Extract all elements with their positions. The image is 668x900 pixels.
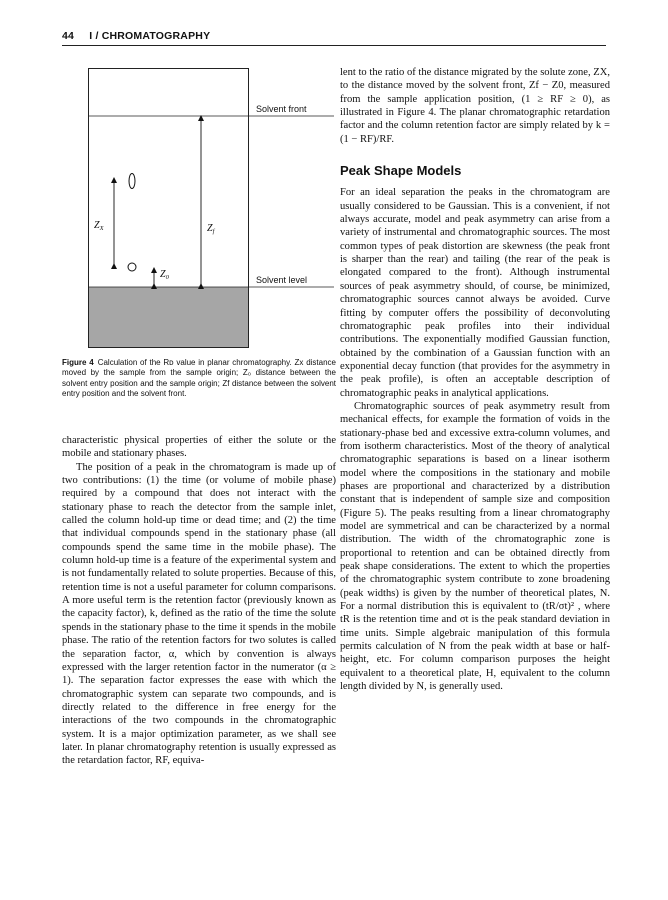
right-paragraph-2: Chromatographic sources of peak asymmetry result from mechanical effects, for example the formation of voids in the stationary-phase bed and excessive extra-column volumes, and from isotherm characteristics. Most of the theory of analytical chromatographic separations is based on a linear isotherm model where the compositions in the stationary and mobile phases are proportional and characterized by a distribution constant that is independent of sample size and composition (Figure 5). The peaks resulting from a linear chromatography model are symmetrical and can be characterized by a normal distribution. The width of the chromatographic zone is proportional to retention and can be obtained directly from peak shape considerations. The extent to which the properties of the chromatographic system contribute to zone broadening (peak widths) is given by the number of theoretical plates, N. For a normal distribution this is equivalent to (tR/σt)² , where tR is the retention time and σt is the peak standard deviation in time units. Simple algebraic manipulation of this formula permits calculation of N from the peak width at base or half-height, etc. For column comparison purposes the height equivalent to a theoretical plate, H, equivalent to the column length divided by N, is generally used.: [340, 400, 610, 693]
sample-origin: [128, 263, 136, 271]
zf-label: $Z_f$: [207, 223, 215, 235]
left-paragraph-2: The position of a peak in the chromatogram is made up of two contributions: (1) the time (or volume of mobile phase) required by a compound that does not interact with the stationary phase to reach the detector from the sample inlet, called the column hold-up time or dead time; and (2) the time that individual compounds spend in the stationary phase (all compounds spend the same time in the mobile phase). The column hold-up time is a feature of the experimental system and is not fundamentally related to solute properties. Because of this, retention time is not a useful parameter for column comparisons. A more useful term is the retention factor (previously known as the capacity factor), k, defined as the ratio of the time the solute spends in the stationary phase to the time it spends in the mobile phase. The ratio of the retention factors for two solutes is called the separation factor, α, which by convention is always expressed with the larger retention factor in the numerator (α ≥ 1). The separation factor expresses the ease with which the chromatographic system can separate two compounds, and is directly related to the difference in free energy for the interactions of the two compounds in the chromatographic system. It is a major optimization parameter, as we shall see later. In planar chromatography retention is usually expressed as the retardation factor, RF, equiva-: [62, 461, 336, 767]
page-number: 44: [62, 30, 75, 42]
section-heading-peak-shape-models: Peak Shape Models: [340, 163, 462, 179]
running-title: I / CHROMATOGRAPHY: [89, 30, 211, 42]
solvent-front-label: Solvent front: [256, 104, 307, 114]
figure-4-caption: [62, 358, 336, 400]
running-header: [62, 30, 606, 44]
left-column: [62, 434, 336, 768]
caption-text: Calculation of the Rᴅ value in planar chromatography. Zx distance moved by the sample from the sample origin; Z₀ distance between the solvent entry position and the sample origin; Zf distance between the solvent entry position and the solvent front.: [62, 358, 336, 399]
header-rule: [62, 45, 606, 46]
zx-label: $Z_X$: [94, 220, 104, 232]
solvent-level-label: Solvent level: [256, 275, 308, 285]
right-column: [340, 66, 610, 693]
solute-spot: [129, 174, 135, 189]
solvent-reservoir: [89, 287, 248, 347]
right-intro-paragraph: lent to the ratio of the distance migrated by the solute zone, ZX, to the distance moved by the solvent front, Zf − Z0, measured from the sample application position, (1 ≥ RF ≥ 0), as illustrated in Figure 4. The planar chromatographic retardation factor and the column retention factor are simply related by k = (1 − RF)/RF.: [340, 67, 610, 145]
right-paragraph-1: For an ideal separation the peaks in the chromatogram are usually considered to be Gaussian. This is a convenient, if not always accurate, model and peak asymmetry can arise from a variety of instrumental and chromatographic sources. The most common types of peak distortion are skewness (the peak front is sharper than the rear) and tailing (the rear of the peak is elongated compared to the front). Although instrumental sources of peak asymmetry should, of course, be minimized, chromatographic sources cannot always be avoided. Curve fitting by computer offers the possibility of deconvoluting chromatographic peak profiles into their individual contributions. The exponentially modified Gaussian function, obtained by the combination of a Gaussian function with an exponential decay function (that provides for the asymmetry in the peak profile), is often an acceptable description of chromatographic peaks in analytical applications.: [340, 187, 610, 399]
left-paragraph-1: characteristic physical properties of either the solute or the mobile and stationary phases.: [62, 435, 336, 460]
z0-label: $Z_0$: [160, 269, 169, 281]
figure-4-diagram: [88, 68, 334, 348]
caption-label: Figure 4: [62, 358, 94, 367]
tlc-plate: [89, 69, 249, 348]
